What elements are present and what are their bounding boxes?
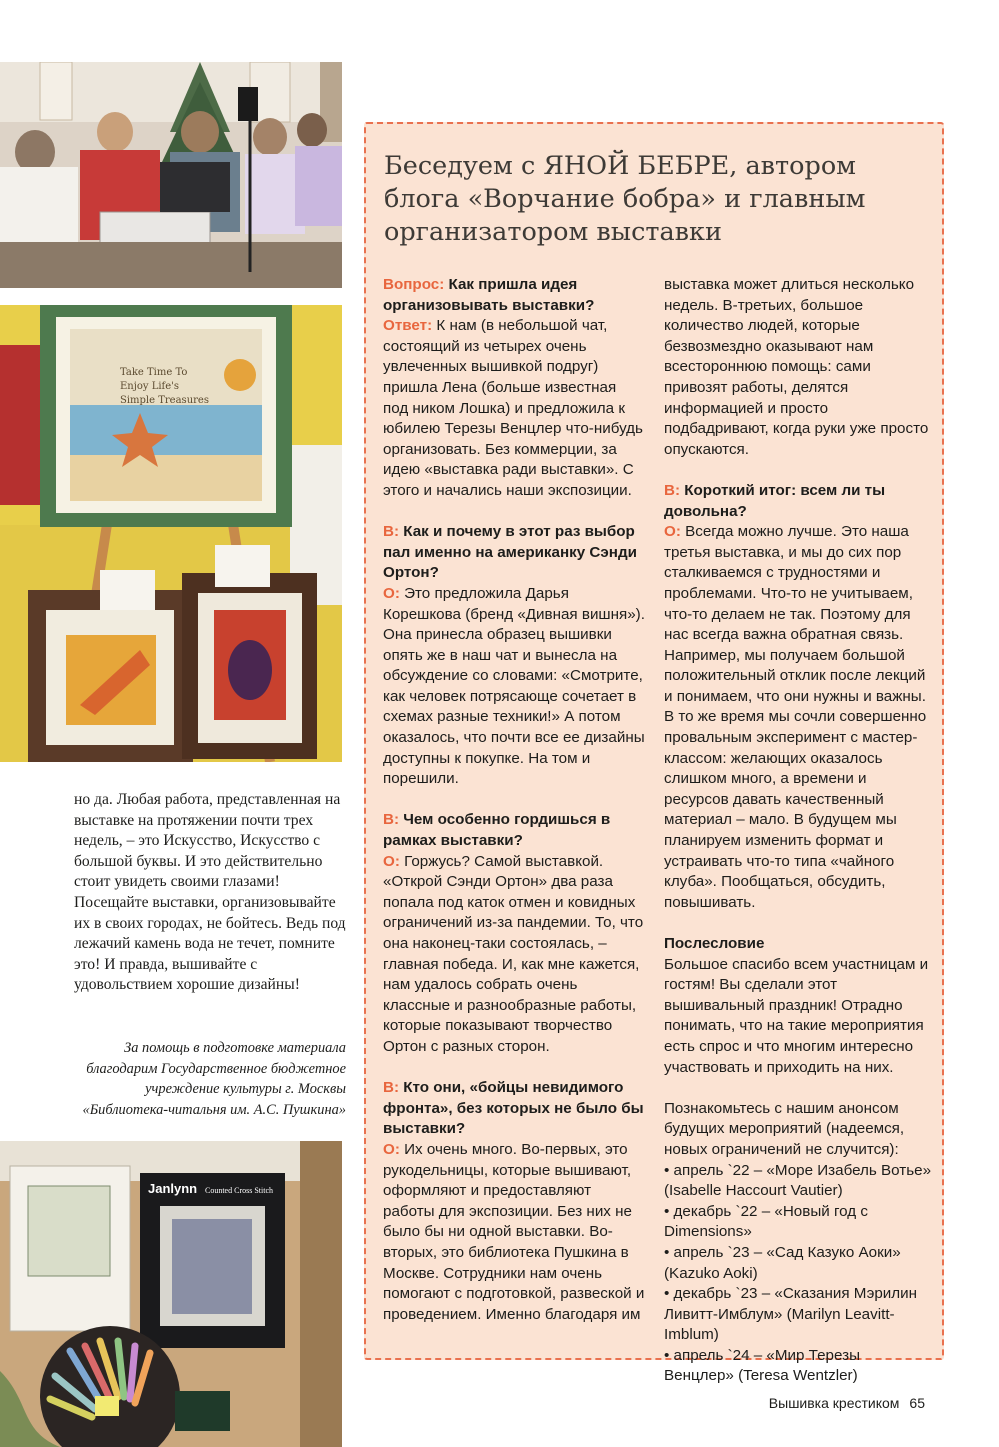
photo-lecture-audience: [0, 62, 342, 288]
answer-2: [383, 584, 645, 790]
kit-type-label: Counted Cross Stitch: [205, 1186, 274, 1195]
interview-title: Беседуем с ЯНОЙ БЕБРЕ, автором блога «Ворчание бобра» и главным организатором выставки: [384, 151, 866, 247]
interview-column-left: [383, 275, 645, 1325]
event-item: • апрель `22 – «Море Изабель Вотье» (Isabelle Haccourt Vautier): [664, 1161, 932, 1202]
qa-4: [383, 1078, 645, 1140]
qa-2: [383, 522, 645, 584]
event-item: • декабрь `22 – «Новый год с Dimensions»: [664, 1202, 932, 1243]
event-item: • декабрь `23 – «Сказания Мэрилин Ливитт-Имблум» (Marilyn Leavitt-Imblum): [664, 1284, 932, 1346]
event-item: • апрель `23 – «Сад Казуко Аоки» (Kazuko Aoki): [664, 1243, 932, 1284]
announce-intro: Познакомьтесь с нашим анонсом будущих мероприятий (надеемся, новых ограничений не случится):: [664, 1099, 905, 1158]
answer-4-continued: выставка может длиться несколько недель. В-третьих, большое количество людей, которые безвозмездно оказывают нам всестороннюю помощь: сами привозят работы, делятся информацией и просто подбадривают, когда руки уже просто опускаются.: [664, 276, 929, 458]
closing-paragraph: но да. Любая работа, представленная на выставке на протяжении почти трех недель, – это Искусство, Искусство с большой буквы. И это действительно стоит увидеть своими глазами! Посещайте выставки, организовывайте их в своих городах, не бойтесь. Ведь под лежачий камень вода не течет, помните это! И правда, вышивайте с удовольствием хорошие дизайны!: [74, 791, 346, 994]
interview-column-right: [664, 275, 932, 1387]
answer-text: Всегда можно лучше. Это наша третья выставка, и мы до сих пор сталкиваемся с трудностями и проблемами. Что-то не учитываем, что-то делаем не так. Поэтому для нас всегда важна обратная связь. Например, мы получаем большой положительный отклик после лекций и понимаем, что они нужны и важны. В то же время мы сочли совершенно провальным эксперимент с мастер-классом: желающих оказалось слишком много, а времени и ресурсов давать качественный материал – мало. В будущем мы планируем изменить формат и устраивать что-то типа «чайного клуба». Пообщаться, обсудить, повышивать.: [664, 523, 927, 911]
event-list: [664, 1161, 932, 1388]
answer-3: [383, 852, 645, 1058]
question-label: В:: [664, 481, 681, 499]
frame-text-2: Enjoy Life's: [120, 381, 180, 392]
question-label: В:: [383, 523, 400, 541]
answer-4: [383, 1140, 645, 1325]
afterword-title: Послесловие: [664, 935, 765, 952]
question-label: Вопрос:: [383, 276, 445, 293]
answer-text: К нам (в небольшой чат, состоящий из четырех очень увлеченных вышивкой подруг) пришла Лена (больше известная под ником Лошка) и предложила к юбилею Терезы Венцлер что-нибудь организовать. Без коммерции, за идею «выставка ради выставки». С этого и начались наши экспозиции.: [383, 317, 643, 499]
question-text: Как и почему в этот раз выбор пал именно на американку Сэнди Ортон?: [383, 523, 637, 582]
left-column-text: [74, 790, 346, 996]
page-number: 65: [909, 1395, 925, 1411]
kit-brand-label: Janlynn: [148, 1181, 198, 1196]
qa-3: [383, 810, 645, 851]
answer-text: Их очень много. Во-первых, это рукодельницы, которые вышивают, оформляют и предоставляют работы для экспозиции. Без них не было бы ни одной выставки. Во-вторых, это библиотека Пушкина в Москве. Сотрудники нам очень помогают с подготовкой, развеской и проведением. Именно благодаря им: [383, 1140, 645, 1323]
page-footer: [769, 1395, 925, 1411]
question-label: В:: [383, 811, 400, 829]
answer-1: [383, 316, 645, 501]
answer-label: О:: [383, 1140, 400, 1158]
answer-label: О:: [383, 584, 400, 602]
qa-1: [383, 275, 645, 316]
event-item: • апрель `24 – «Мир Терезы Венцлер» (Teresa Wentzler): [664, 1346, 932, 1387]
question-text: Чем особенно гордишься в рамках выставки?: [383, 811, 611, 850]
qa-5: [664, 481, 932, 522]
answer-5: [664, 522, 932, 913]
question-text: Короткий итог: всем ли ты довольна?: [664, 481, 886, 520]
answer-label: О:: [664, 523, 681, 541]
answer-text: Горжусь? Самой выставкой. «Открой Сэнди Ортон» два раза попала под каток отмен и ковидных ограничений из-за пандемии. То, что она наконец-таки состоялась, – главная победа. И, как мне кажется, нам удалось собрать очень классные и разнообразные работы, которые показывают творчество Ортон с разных сторон.: [383, 852, 644, 1055]
acknowledgement-credit: [74, 1038, 346, 1120]
photo-kits-threads: [0, 1141, 342, 1447]
answer-label: О:: [383, 852, 400, 870]
credit-text: За помощь в подготовке материала благодарим Государственное бюджетное учреждение культуры г. Москвы «Библиотека-читальня им. А.С. Пушкина»: [82, 1040, 346, 1118]
answer-text: Это предложила Дарья Корешкова (бренд «Дивная вишня»). Она принесла образец вышивки опять же в наш чат и вынесла на обсуждение со словами: «Смотрите, как человек потрясающе сочетает в схемах разные техники!» А потом оказалось, что почти все ее дизайны доступны к покупке. На том и порешили.: [383, 584, 645, 788]
frame-text-3: Simple Treasures: [120, 395, 209, 406]
photo-framed-embroidery: [0, 305, 342, 762]
question-text: Кто они, «бойцы невидимого фронта», без которых не было бы выставки?: [383, 1079, 644, 1138]
frame-text-1: Take Time To: [120, 367, 188, 378]
answer-label: Ответ:: [383, 317, 433, 335]
question-label: В:: [383, 1079, 400, 1097]
magazine-name: Вышивка крестиком: [768, 1395, 900, 1411]
question-text: Как пришла идея организовывать выставки?: [383, 276, 595, 314]
afterword-text: Большое спасибо всем участницам и гостям! Вы сделали этот вышивальный праздник! Отрадно понимать, что на такие мероприятия есть спрос и что многим интересно участвовать и приходить на них.: [664, 955, 929, 1076]
